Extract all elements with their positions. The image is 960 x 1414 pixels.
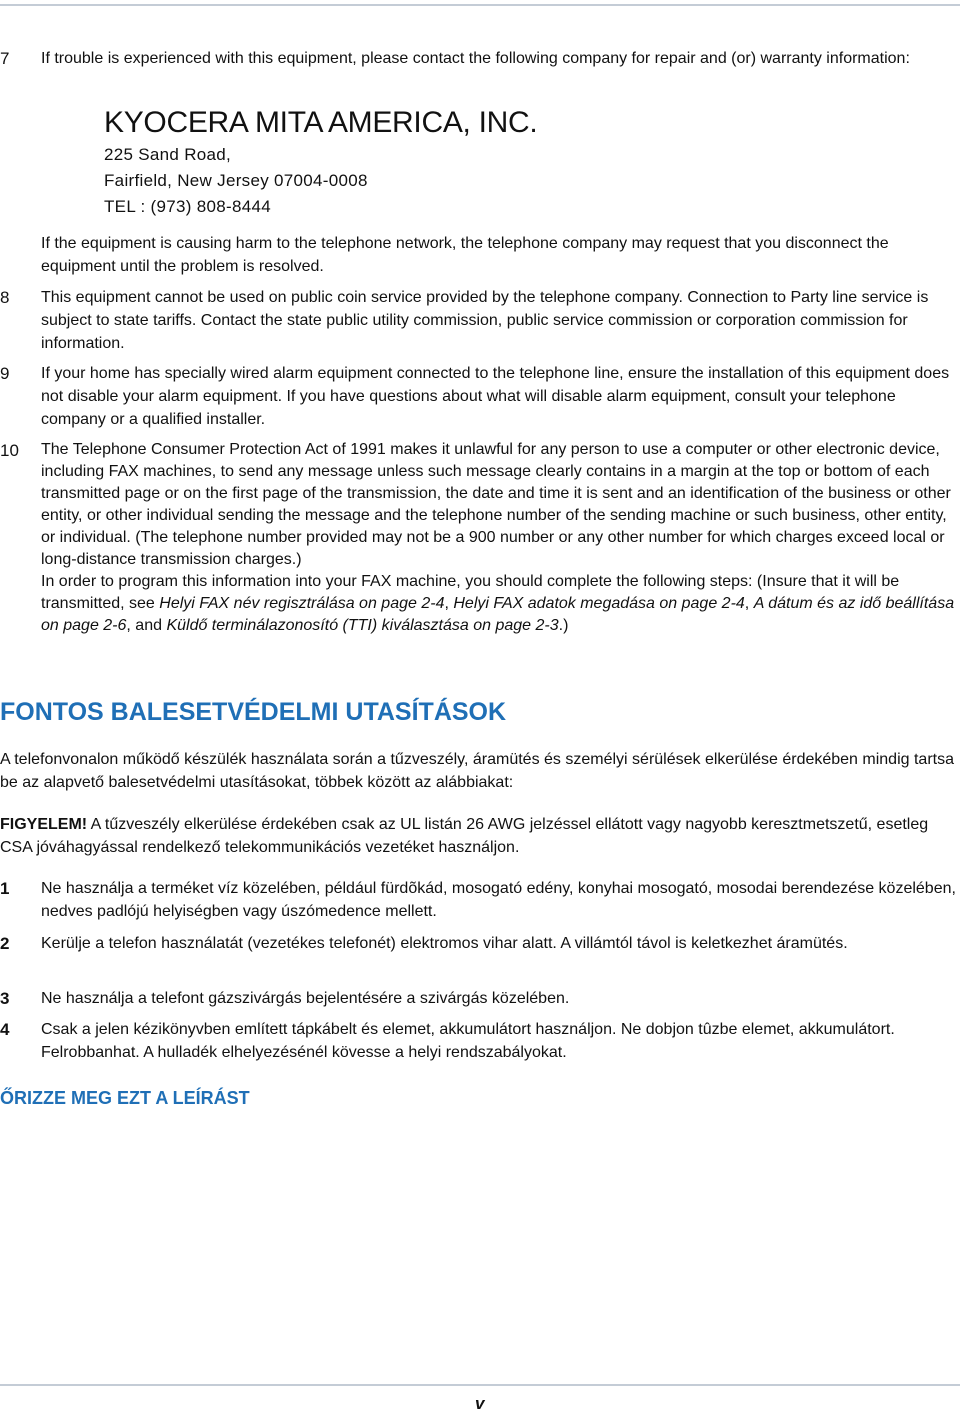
item-number: 2	[0, 934, 10, 953]
address-city: Fairfield, New Jersey 07004-0008	[104, 171, 368, 190]
item-text: Ne használja a telefont gázszivárgás bejelentésére a szivárgás közelében.	[41, 990, 570, 1007]
item-number: 1	[0, 879, 10, 898]
company-name: KYOCERA MITA AMERICA, INC.	[104, 106, 538, 139]
company-address	[104, 104, 537, 220]
item-text: If your home has specially wired alarm equipment connected to the telephone line, ensure the installation of this equipment does not disable your alarm equipment. If you have questions about what will disable alarm equipment, consult your telephone company or a qualified installer.	[41, 365, 950, 428]
safety-intro: A telefonvonalon működő készülék használata során a tűzveszély, áramütés és személyi sérülések elkerülése érdekében mindig tartsa be az alapvető balesetvédelmi utasításokat, többek között az alábbiakat:	[0, 751, 954, 791]
warning-text: A tűzveszély elkerülése érdekében csak az UL listán 26 AWG jelzéssel ellátott vagy nagyobb keresztmetszetű, esetleg CSA jóváhagyással rendelkező telekommunikációs vezetéket használjon.	[0, 816, 929, 856]
safety-item-2	[0, 932, 956, 955]
safety-item-1	[0, 877, 956, 923]
cross-reference-link[interactable]: Küldő terminálazonosító (TTI) kiválasztása on page 2-3	[166, 617, 559, 634]
item-number: 9	[0, 364, 10, 383]
page-number: v	[475, 1394, 485, 1413]
item-text: If the equipment is causing harm to the telephone network, the telephone company may request that you disconnect the equipment until the problem is resolved.	[41, 235, 889, 275]
item-text: The Telephone Consumer Protection Act of 1991 makes it unlawful for any person to use a computer or other electronic device, including FAX machines, to send any message unless such message clearly contains in a margin at the top or bottom of each transmitted page or on the first page of the transmission, the date and time it is sent and an identification of the business or other entity, or other individual sending the message and the telephone number of the sending machine or such business, other entity, or individual. (The telephone number provided may not be a 900 number or any other number for which charges exceed local or long-distance transmission charges.)	[41, 441, 951, 568]
item-7-continued	[0, 232, 956, 278]
cross-reference-link[interactable]: A dátum és az idő beállítása on page 2-6	[41, 595, 955, 634]
item-text: Kerülje a telefon használatát (vezetékes telefonét) elektromos vihar alatt. A villámtól távol is keletkezhet áramütés.	[41, 935, 848, 952]
safety-heading: FONTOS BALESETVÉDELMI UTASÍTÁSOK	[0, 698, 507, 726]
item-text: This equipment cannot be used on public coin service provided by the telephone company. Connection to Party line service is subject to state tariffs. Contact the state public utility commission, public service commission or corporation commission for information.	[41, 289, 929, 352]
address-phone: TEL : (973) 808-8444	[104, 197, 271, 216]
warning-paragraph	[0, 813, 956, 859]
item-10	[0, 439, 956, 637]
item-text: If trouble is experienced with this equipment, please contact the following company for repair and (or) warranty information:	[41, 50, 910, 67]
item-9	[0, 362, 956, 431]
item-7	[0, 47, 956, 70]
item-8	[0, 286, 956, 355]
cross-reference-link[interactable]: Helyi FAX név regisztrálása on page 2-4	[159, 595, 445, 612]
item-number: 4	[0, 1020, 10, 1039]
item-text: Ne használja a terméket víz közelében, például fürdõkád, mosogató edény, konyhai mosogató, mosodai berendezése közelében, nedves padlójú helyiségben vagy úszómedence mellett.	[41, 880, 956, 920]
safety-item-3	[0, 987, 956, 1010]
keep-instructions-heading: ŐRIZZE MEG EZT A LEÍRÁST	[0, 1088, 250, 1108]
cross-reference-link[interactable]: Helyi FAX adatok megadása on page 2-4	[453, 595, 745, 612]
item-text-steps: In order to program this information into your FAX machine, you should complete the following steps: (Insure that it will be transmitted, see Helyi FAX név regisztrálása on page 2-4, Helyi FAX adatok megadása on page 2-4, A dátum és az idő beállítása on page 2-6, and Küldő terminálazonosító (TTI) kiválasztása on page 2-3.)	[41, 573, 955, 634]
item-number: 8	[0, 288, 10, 307]
item-number: 10	[0, 441, 19, 460]
top-rule	[0, 4, 960, 6]
bottom-rule	[0, 1384, 960, 1386]
warning-label: FIGYELEM!	[0, 816, 88, 833]
address-street: 225 Sand Road,	[104, 145, 232, 164]
item-number: 7	[0, 49, 10, 68]
item-text: Csak a jelen kézikönyvben említett tápkábelt és elemet, akkumulátort használjon. Ne dobjon tûzbe elemet, akkumulátort. Felrobbanhat. A hulladék elhelyezésénél kövesse a helyi rendszabályokat.	[41, 1021, 895, 1061]
safety-item-4	[0, 1018, 956, 1064]
item-number: 3	[0, 989, 10, 1008]
